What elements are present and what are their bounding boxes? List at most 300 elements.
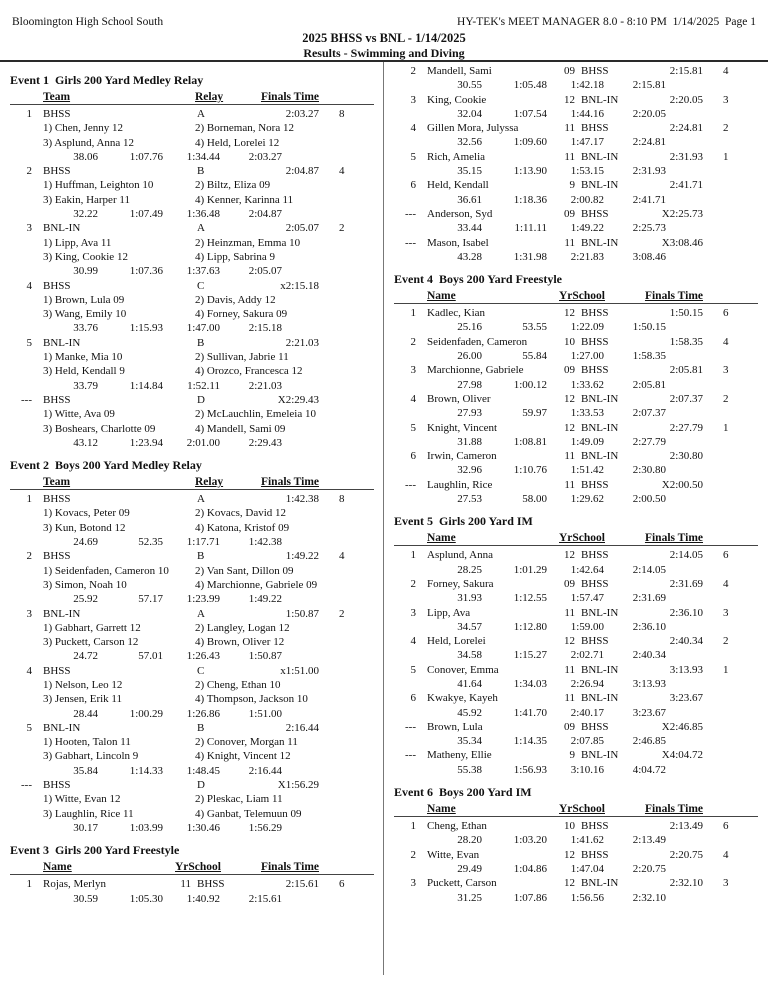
- mid-cell: [581, 449, 709, 463]
- split-time: 1:13.90: [513, 165, 547, 178]
- place-number: ---: [405, 236, 416, 249]
- mid-cell: [197, 877, 325, 891]
- relay-swimmer: 2) Kovacs, David 12: [195, 507, 287, 520]
- split-time: 1:58.35: [632, 350, 666, 363]
- split-time: 25.16: [457, 321, 482, 334]
- split-time: 1:09.60: [513, 136, 547, 149]
- finals-time: 2:13.49: [669, 820, 703, 833]
- split-time: 2:15.18: [248, 322, 282, 335]
- splits-row: [394, 734, 758, 748]
- swimmer-year: 09: [564, 577, 575, 590]
- splits-row: [10, 764, 374, 778]
- place-number: 2: [410, 335, 416, 348]
- swimmer-year: 12: [564, 421, 575, 434]
- swimmer-name: Mason, Isabel: [427, 236, 489, 249]
- split-time: 1:05.48: [513, 79, 547, 92]
- swimmer-year: [175, 607, 191, 621]
- splits-row: [10, 436, 374, 450]
- school-code: BHSS: [581, 635, 609, 648]
- relay-swimmer: 1) Manke, Mia 10: [43, 351, 123, 364]
- points-value: [709, 236, 758, 250]
- points-value: 3: [723, 877, 729, 890]
- school-code: BNL-IN: [581, 749, 619, 762]
- splits-row: [394, 763, 758, 777]
- place-number: 4: [410, 635, 416, 648]
- relay-swimmers-row: [10, 136, 374, 150]
- place-number: 1: [26, 878, 32, 891]
- split-time: 2:27.79: [632, 435, 666, 448]
- split-time: 30.55: [457, 79, 482, 92]
- mid-cell: [197, 492, 325, 506]
- swimmer-name: Laughlin, Rice: [427, 478, 493, 491]
- split-time: 2:00.50: [632, 493, 666, 506]
- place-number: 5: [410, 150, 416, 163]
- mid-cell: [581, 93, 709, 107]
- split-time: 1:40.92: [186, 892, 220, 905]
- school-code: BHSS: [581, 577, 609, 590]
- spacer: [32, 393, 43, 407]
- split-time: 33.76: [73, 322, 98, 335]
- split-time: 1:33.53: [570, 407, 604, 420]
- relay-swimmer: 2) Langley, Logan 12: [195, 621, 290, 634]
- header-mid-label: YrSchool: [559, 803, 605, 816]
- finals-time: 1:58.35: [669, 335, 703, 348]
- team-name: BHSS: [43, 664, 71, 677]
- splits-row: [10, 592, 374, 606]
- splits-row: [394, 107, 758, 121]
- split-time: 1:41.70: [513, 706, 547, 719]
- mid-cell: [581, 392, 709, 406]
- column-header-row: [10, 473, 374, 490]
- points-value: [709, 748, 758, 762]
- points-value: [709, 178, 758, 192]
- finals-time: X4:04.72: [661, 749, 703, 762]
- spacer: [416, 748, 427, 762]
- result-row: [394, 663, 758, 677]
- mid-cell: [197, 279, 325, 293]
- split-time: 24.69: [73, 536, 98, 549]
- swimmer-name: Rich, Amelia: [427, 150, 486, 163]
- split-time: 1:42.38: [248, 536, 282, 549]
- mid-cell: [581, 548, 709, 562]
- relay-swimmer: 4) Kenner, Karinna 11: [195, 193, 294, 206]
- swimmer-year: 11: [564, 692, 575, 705]
- split-time: 28.25: [457, 563, 482, 576]
- finals-time: 2:41.71: [669, 179, 703, 192]
- place-number: 5: [410, 663, 416, 676]
- split-time: 1:11.11: [514, 222, 547, 235]
- split-time: 1:30.46: [186, 821, 220, 834]
- host-school-name: Bloomington High School South: [12, 16, 164, 28]
- result-row: [10, 607, 374, 621]
- finals-time: 2:05.81: [669, 364, 703, 377]
- place-number: ---: [21, 393, 32, 406]
- finals-time: 2:04.87: [285, 165, 319, 178]
- swimmer-name: Brown, Lula: [427, 720, 483, 733]
- splits-row: [394, 221, 758, 235]
- split-time: 28.44: [73, 707, 98, 720]
- relay-swimmer: 2) Cheng, Ethan 10: [195, 678, 281, 691]
- mid-cell: [581, 478, 709, 492]
- relay-swimmer: 4) Mandell, Sami 09: [195, 422, 286, 435]
- splits-row: [10, 150, 374, 164]
- split-time: 45.92: [457, 706, 482, 719]
- swimmer-name: Marchionne, Gabriele: [427, 364, 524, 377]
- right-column: [384, 62, 767, 981]
- splits-row: [394, 435, 758, 449]
- result-row: [10, 778, 374, 792]
- mid-cell: [581, 748, 709, 762]
- relay-swimmers-row: [10, 407, 374, 421]
- split-time: 31.88: [457, 435, 482, 448]
- points-value: 2: [723, 392, 729, 405]
- swimmer-year: [175, 778, 191, 792]
- split-time: 43.12: [73, 436, 98, 449]
- split-time: 2:00.82: [570, 193, 604, 206]
- place-number: 5: [26, 336, 32, 349]
- result-row: [394, 93, 758, 107]
- place-number: 2: [26, 550, 32, 563]
- split-time: 1:26.86: [186, 707, 220, 720]
- event-title: Event 5 Girls 200 Yard IM: [394, 514, 533, 529]
- header-time-label: Finals Time: [260, 91, 319, 103]
- relay-swimmer: 2) Heinzman, Emma 10: [195, 236, 301, 249]
- split-time: 2:31.93: [632, 165, 666, 178]
- header-mid-label: YrSchool: [559, 290, 605, 303]
- relay-swimmers-row: [10, 506, 374, 520]
- place-number: 5: [410, 421, 416, 434]
- split-time: 1:18.36: [513, 193, 547, 206]
- team-name: BNL-IN: [43, 222, 81, 235]
- mid-cell: [581, 363, 709, 377]
- relay-swimmer: 2) Sullivan, Jabrie 11: [195, 351, 289, 364]
- header-time-label: Finals Time: [260, 476, 319, 489]
- relay-swimmer: 4) Katona, Kristof 09: [195, 521, 290, 534]
- swimmer-name: Brown, Oliver: [427, 392, 491, 405]
- split-time: 1:27.00: [570, 350, 604, 363]
- finals-time: X1:56.29: [277, 779, 319, 792]
- swimmer-year: 9: [569, 179, 575, 192]
- spacer: [416, 848, 427, 862]
- result-row: [394, 207, 758, 221]
- team-name: BNL-IN: [43, 607, 81, 620]
- relay-swimmer: 4) Knight, Vincent 12: [195, 750, 291, 763]
- mid-cell: [581, 691, 709, 705]
- split-time: 33.44: [457, 222, 482, 235]
- school-code: BNL-IN: [581, 93, 619, 106]
- points-value: 6: [723, 307, 729, 320]
- splits-row: [394, 563, 758, 577]
- result-row: [394, 577, 758, 591]
- split-time: 1:51.42: [570, 464, 604, 477]
- swimmer-year: 11: [564, 478, 575, 491]
- finals-time: 1:49.22: [285, 550, 319, 563]
- relay-swimmer: 3) Laughlin, Rice 11: [43, 807, 134, 820]
- place-number: 2: [410, 848, 416, 861]
- split-time: 1:56.56: [570, 891, 604, 904]
- finals-time: 2:31.93: [669, 150, 703, 163]
- split-time: 1:12.80: [513, 620, 547, 633]
- place-number: 3: [410, 364, 416, 377]
- school-code: BHSS: [581, 820, 609, 833]
- relay-swimmer: 3) Gabhart, Lincoln 9: [43, 750, 139, 763]
- finals-time: 2:20.05: [669, 93, 703, 106]
- result-row: [394, 720, 758, 734]
- team-name: BNL-IN: [43, 721, 81, 734]
- split-time: 1:59.00: [570, 620, 604, 633]
- spacer: [416, 392, 427, 406]
- split-time: 28.20: [457, 834, 482, 847]
- result-row: [394, 449, 758, 463]
- split-time: 2:40.34: [632, 649, 666, 662]
- school-code: BHSS: [581, 720, 609, 733]
- swimmer-name: Lipp, Ava: [427, 606, 471, 619]
- split-time: 33.79: [73, 379, 98, 392]
- spacer: [416, 64, 427, 78]
- split-time: 1:34.44: [186, 150, 220, 163]
- event-title: Event 1 Girls 200 Yard Medley Relay: [10, 73, 204, 87]
- split-time: 38.06: [73, 150, 98, 163]
- school-code: BNL-IN: [581, 663, 619, 676]
- split-time: 2:46.85: [632, 735, 666, 748]
- split-time: 2:03.27: [248, 150, 282, 163]
- swimmer-year: 09: [564, 207, 575, 220]
- column-header-row: [394, 529, 758, 546]
- mid-cell: [197, 393, 325, 407]
- relay-swimmer: 3) Simon, Noah 10: [43, 578, 127, 591]
- finals-time: 2:31.69: [669, 577, 703, 590]
- relay-swimmer: 4) Forney, Sakura 09: [195, 308, 288, 321]
- relay-swimmer: 3) Boshears, Charlotte 09: [43, 422, 156, 435]
- swimmer-name: Witte, Evan: [427, 848, 480, 861]
- split-time: 3:10.16: [570, 763, 604, 776]
- finals-time: 3:13.93: [669, 663, 703, 676]
- place-number: 1: [410, 820, 416, 833]
- mid-cell: [197, 107, 325, 121]
- split-time: 2:13.49: [632, 834, 666, 847]
- spacer: [32, 221, 43, 235]
- relay-swimmer: 1) Witte, Ava 09: [43, 408, 115, 421]
- relay-letter: B: [197, 550, 205, 563]
- relay-swimmer: 2) McLauchlin, Emeleia 10: [195, 408, 316, 421]
- split-time: 53.55: [522, 321, 547, 334]
- relay-swimmers-row: [10, 678, 374, 692]
- event-section: [394, 272, 758, 506]
- split-time: 1:03.99: [129, 821, 163, 834]
- relay-swimmers-row: [10, 121, 374, 135]
- result-row: [10, 549, 374, 563]
- result-row: [10, 492, 374, 506]
- team-name: BHSS: [43, 108, 71, 120]
- split-time: 3:08.46: [632, 250, 666, 263]
- split-time: 1:07.49: [129, 208, 163, 221]
- split-time: 27.93: [457, 407, 482, 420]
- finals-time: X2:00.50: [661, 478, 703, 491]
- school-code: BHSS: [581, 848, 609, 861]
- split-time: 2:31.69: [632, 592, 666, 605]
- split-time: 35.15: [457, 165, 482, 178]
- relay-swimmer: 4) Held, Lorelei 12: [195, 136, 280, 149]
- split-time: 1:29.62: [570, 493, 604, 506]
- split-time: 2:05.07: [248, 265, 282, 278]
- event-title: Event 6 Boys 200 Yard IM: [394, 785, 532, 800]
- points-value: 6: [723, 820, 729, 833]
- relay-swimmer: 1) Kovacs, Peter 09: [43, 507, 130, 520]
- relay-swimmer: 3) Held, Kendall 9: [43, 365, 125, 378]
- points-value: 3: [723, 606, 729, 619]
- split-time: 32.56: [457, 136, 482, 149]
- place-number: ---: [405, 207, 416, 220]
- split-time: 2:21.03: [248, 379, 282, 392]
- relay-swimmer: 2) Borneman, Nora 12: [195, 122, 294, 135]
- splits-row: [394, 378, 758, 392]
- swimmer-year: [175, 107, 191, 121]
- swimmer-year: 12: [564, 93, 575, 106]
- swimmer-year: 09: [564, 364, 575, 377]
- school-code: BHSS: [581, 65, 609, 77]
- finals-time: 2:32.10: [669, 877, 703, 890]
- relay-swimmers-row: [10, 792, 374, 806]
- finals-time: 2:40.34: [669, 635, 703, 648]
- points-value: [709, 720, 758, 734]
- splits-row: [10, 379, 374, 393]
- relay-letter: D: [197, 393, 205, 406]
- split-time: 1:47.17: [570, 136, 604, 149]
- event-title: Event 4 Boys 200 Yard Freestyle: [394, 272, 562, 287]
- result-row: [394, 335, 758, 349]
- relay-swimmer: 1) Lipp, Ava 11: [43, 236, 112, 249]
- split-time: 1:04.86: [513, 862, 547, 875]
- place-number: 3: [410, 877, 416, 890]
- swimmer-year: [175, 549, 191, 563]
- spacer: [416, 634, 427, 648]
- result-row: [394, 64, 758, 78]
- splits-row: [394, 135, 758, 149]
- relay-swimmers-row: [10, 293, 374, 307]
- finals-time: X2:29.43: [277, 393, 319, 406]
- school-code: BNL-IN: [581, 421, 619, 434]
- event-section: [10, 73, 374, 450]
- points-value: 4: [339, 165, 345, 178]
- result-row: [394, 150, 758, 164]
- school-code: BNL-IN: [581, 877, 619, 890]
- spacer: [416, 449, 427, 463]
- splits-row: [394, 349, 758, 363]
- column-header-row: [394, 287, 758, 304]
- mid-cell: [581, 577, 709, 591]
- meet-manager-info: HY-TEK's MEET MANAGER 8.0 - 8:10 PM 1/14/2025 Page 1: [457, 16, 756, 28]
- place-number: ---: [405, 478, 416, 491]
- finals-time: 3:23.67: [669, 692, 703, 705]
- place-number: 5: [26, 721, 32, 734]
- result-row: [10, 164, 374, 178]
- points-value: 2: [723, 122, 729, 135]
- spacer: [416, 478, 427, 492]
- swimmer-year: 11: [564, 150, 575, 163]
- swimmer-year: 11: [180, 878, 191, 891]
- header-name-label: Team: [43, 476, 71, 489]
- school-code: BHSS: [581, 335, 609, 348]
- relay-swimmers-row: [10, 307, 374, 321]
- relay-swimmer: 2) Pleskac, Liam 11: [195, 793, 283, 806]
- relay-swimmer: 4) Orozco, Francesca 12: [195, 365, 303, 378]
- split-time: 2:16.44: [248, 764, 282, 777]
- split-time: 2:32.10: [632, 891, 666, 904]
- split-time: 1:07.54: [513, 107, 547, 120]
- result-row: [394, 236, 758, 250]
- mid-cell: [581, 663, 709, 677]
- relay-swimmer: 4) Marchionne, Gabriele 09: [195, 578, 318, 591]
- points-value: 6: [339, 878, 345, 891]
- spacer: [32, 664, 43, 678]
- spacer: [416, 363, 427, 377]
- relay-swimmers-row: [10, 735, 374, 749]
- split-time: 2:36.10: [632, 620, 666, 633]
- place-number: ---: [405, 749, 416, 762]
- result-row: [394, 634, 758, 648]
- mid-cell: [197, 607, 325, 621]
- split-time: 3:13.93: [632, 677, 666, 690]
- event-title: Event 3 Girls 200 Yard Freestyle: [10, 843, 180, 858]
- swimmer-year: [175, 393, 191, 407]
- result-row: [394, 421, 758, 435]
- finals-time: 2:14.05: [669, 549, 703, 562]
- place-number: 2: [410, 577, 416, 590]
- result-row: [394, 392, 758, 406]
- relay-letter: B: [197, 336, 205, 349]
- relay-letter: C: [197, 279, 205, 292]
- swimmer-name: Kadlec, Kian: [427, 307, 486, 320]
- swimmer-year: [175, 664, 191, 678]
- relay-swimmers-row: [10, 350, 374, 364]
- split-time: 1:07.86: [513, 891, 547, 904]
- result-row: [10, 107, 374, 121]
- split-time: 1:48.45: [186, 764, 220, 777]
- mid-cell: [581, 306, 709, 320]
- split-time: 2:04.87: [248, 208, 282, 221]
- place-number: 6: [410, 692, 416, 705]
- result-row: [10, 279, 374, 293]
- split-time: 2:20.75: [632, 862, 666, 875]
- column-header-row: [394, 800, 758, 817]
- spacer: [416, 335, 427, 349]
- result-row: [10, 336, 374, 350]
- mid-cell: [581, 848, 709, 862]
- relay-letter: A: [197, 108, 205, 120]
- swimmer-year: [175, 336, 191, 350]
- finals-time: 2:07.37: [669, 392, 703, 405]
- split-time: 1:47.04: [570, 862, 604, 875]
- spacer: [32, 107, 43, 121]
- place-number: 1: [26, 108, 32, 120]
- page-header: [12, 16, 756, 28]
- place-number: 1: [26, 493, 32, 506]
- relay-swimmer: 2) Van Sant, Dillon 09: [195, 564, 294, 577]
- splits-row: [394, 862, 758, 876]
- relay-letter: A: [197, 222, 205, 235]
- relay-swimmers-row: [10, 807, 374, 821]
- school-code: BHSS: [581, 549, 609, 562]
- spacer: [32, 336, 43, 350]
- relay-letter: B: [197, 721, 205, 734]
- split-time: 34.57: [457, 620, 482, 633]
- result-row: [394, 691, 758, 705]
- school-code: BNL-IN: [581, 692, 619, 705]
- splits-row: [10, 535, 374, 549]
- points-value: [325, 721, 374, 735]
- school-code: BHSS: [581, 307, 609, 320]
- split-time: 1:57.47: [570, 592, 604, 605]
